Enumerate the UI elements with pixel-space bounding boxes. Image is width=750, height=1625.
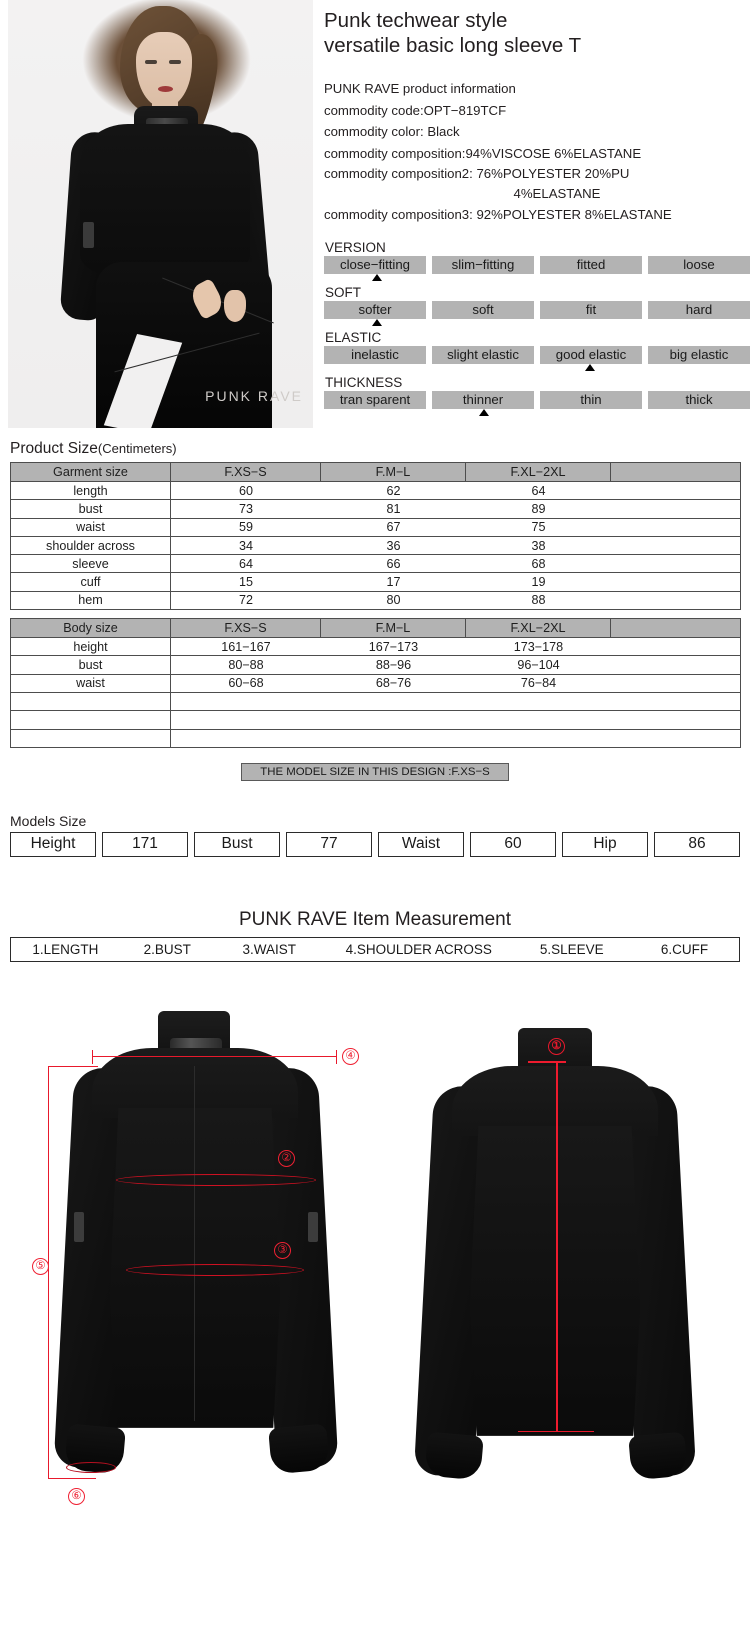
rating-group-version: [324, 240, 750, 284]
table-row: [11, 656, 741, 674]
garment-front-view: [30, 976, 360, 1596]
attribute-rating-groups: [324, 240, 750, 419]
row-label: waist: [11, 674, 171, 692]
back-torso: [468, 1126, 642, 1436]
rating-option[interactable]: inelastic: [324, 346, 426, 364]
table-row: [11, 555, 741, 573]
models-size-table: [4, 832, 746, 857]
row-label: length: [11, 482, 171, 500]
value-cell: 81: [386, 501, 401, 516]
value-cell: 66: [386, 556, 401, 571]
row-values: [171, 674, 741, 692]
rating-selected-marker-row: [324, 364, 750, 374]
length-measure-line: [556, 1061, 558, 1431]
shoulder-measure-tick-left: [92, 1050, 93, 1064]
value-cell: 17: [386, 575, 401, 590]
row-values: [171, 711, 741, 729]
value-cell: 173−178: [513, 639, 564, 654]
value-cell: 68−76: [375, 676, 412, 691]
legend-row: [11, 937, 740, 961]
column-header-filler: [611, 619, 741, 638]
commodity-composition-2-line1: commodity composition2: 76%POLYESTER 20%PU: [324, 166, 630, 181]
rating-options-row: [324, 301, 750, 319]
value-cell: 75: [531, 520, 546, 535]
row-values: [171, 518, 741, 536]
rating-option[interactable]: slight elastic: [432, 346, 534, 364]
value-cell: 64: [238, 556, 253, 571]
table-row: [11, 729, 741, 747]
product-info-column: [320, 0, 750, 420]
length-measure-tick-bottom: [518, 1431, 594, 1432]
sleeve-measure-tick-bottom: [48, 1478, 96, 1479]
rating-option[interactable]: close−fitting: [324, 256, 426, 274]
front-center-seam: [194, 1066, 195, 1421]
rating-group-thickness: [324, 375, 750, 419]
rating-option[interactable]: thinner: [432, 391, 534, 409]
commodity-color: commodity color: Black: [324, 124, 460, 139]
models-size-field-value: 171: [102, 832, 188, 857]
front-sleeve-tab-right: [308, 1212, 318, 1242]
commodity-composition-3: commodity composition3: 92%POLYESTER 8%ELASTANE: [324, 207, 672, 222]
value-cell: 15: [238, 575, 253, 590]
product-info-list: [324, 78, 750, 226]
rating-option[interactable]: loose: [648, 256, 750, 274]
rating-option[interactable]: softer: [324, 301, 426, 319]
marker-4-shoulder-across: ④: [342, 1048, 359, 1065]
models-size-label: Models Size: [10, 812, 87, 829]
commodity-composition-1: commodity composition:94%VISCOSE 6%ELASTANE: [324, 145, 642, 161]
legend-item: 3.WAIST: [215, 937, 324, 961]
value-cell: 59: [238, 520, 253, 535]
legend-item: 6.CUFF: [630, 937, 739, 961]
row-values: [171, 482, 741, 500]
rating-selected-marker-row: [324, 409, 750, 419]
value-cell: 167−173: [368, 639, 419, 654]
rating-group-label: VERSION: [325, 239, 386, 255]
garment-back-view: [400, 976, 700, 1596]
value-cell: 80−88: [228, 658, 264, 673]
commodity-composition-2: [324, 164, 750, 204]
row-values: [171, 536, 741, 554]
value-cell: 64: [531, 483, 546, 498]
commodity-composition-2-line2: 4%ELASTANE: [513, 186, 601, 201]
value-cell: 68: [531, 556, 546, 571]
page-title: [324, 8, 750, 58]
row-values: [171, 591, 741, 609]
rating-option[interactable]: fitted: [540, 256, 642, 274]
marker-2-bust: ②: [278, 1150, 295, 1167]
rating-selected-marker-row: [324, 319, 750, 329]
rating-group-soft: [324, 285, 750, 329]
rating-option[interactable]: good elastic: [540, 346, 642, 364]
value-cell: 60−68: [228, 676, 264, 691]
value-cell: 36: [386, 538, 401, 553]
value-cell: 80: [386, 593, 401, 608]
row-label: waist: [11, 518, 171, 536]
rating-option[interactable]: slim−fitting: [432, 256, 534, 274]
table-row: [11, 638, 741, 656]
column-header: F.M−L: [321, 619, 466, 638]
legend-item: 5.SLEEVE: [513, 937, 630, 961]
column-header: Garment size: [11, 463, 171, 482]
value-cell: 73: [238, 501, 253, 516]
marker-6-cuff: ⑥: [68, 1488, 85, 1505]
models-size-field-name: Waist: [378, 832, 464, 857]
value-cell: 72: [238, 593, 253, 608]
row-label: hem: [11, 591, 171, 609]
model-eye-right: [169, 60, 181, 64]
row-label: [11, 711, 171, 729]
model-hand: [224, 290, 246, 322]
column-header: F.M−L: [321, 463, 466, 482]
product-title-line2: versatile basic long sleeve T: [324, 34, 582, 57]
rating-option[interactable]: tran sparent: [324, 391, 426, 409]
value-cell: 60: [238, 483, 253, 498]
models-size-field-name: Bust: [194, 832, 280, 857]
table-row: [11, 482, 741, 500]
value-cell: 161−167: [221, 639, 271, 654]
front-sleeve-tab-left: [74, 1212, 84, 1242]
rating-option[interactable]: thick: [648, 391, 750, 409]
model-eye-left: [145, 60, 157, 64]
rating-group-label: THICKNESS: [325, 374, 403, 390]
row-values: [171, 573, 741, 591]
garment-size-table: [10, 462, 741, 610]
row-values: [171, 638, 741, 656]
value-cell: 34: [238, 538, 253, 553]
table-header-row: [11, 619, 741, 638]
model-lips: [158, 86, 173, 92]
model-photo: [8, 0, 313, 428]
row-label: height: [11, 638, 171, 656]
row-label: [11, 692, 171, 710]
models-size-field-name: Hip: [562, 832, 648, 857]
column-header: F.XS−S: [171, 463, 321, 482]
model-size-banner: THE MODEL SIZE IN THIS DESIGN :F.XS−S: [241, 763, 508, 781]
rating-option[interactable]: soft: [432, 301, 534, 319]
models-size-field-value: 86: [654, 832, 740, 857]
rating-selected-marker: [372, 319, 382, 326]
rating-group-elastic: [324, 330, 750, 374]
shoulder-measure-tick-right: [336, 1050, 337, 1064]
column-header: F.XL−2XL: [466, 463, 611, 482]
rating-option[interactable]: hard: [648, 301, 750, 319]
row-values: [171, 500, 741, 518]
row-label: bust: [11, 656, 171, 674]
row-values: [171, 656, 741, 674]
table-row: [11, 591, 741, 609]
length-measure-tick-top: [528, 1061, 566, 1063]
product-header-section: [0, 0, 750, 432]
row-label: shoulder across: [11, 536, 171, 554]
rating-group-label: SOFT: [325, 284, 361, 300]
rating-option[interactable]: fit: [540, 301, 642, 319]
models-size-field-value: 77: [286, 832, 372, 857]
value-cell: 96−104: [517, 658, 560, 673]
rating-selected-marker: [585, 364, 595, 371]
front-cuff-right: [268, 1423, 330, 1474]
value-cell: 89: [531, 501, 546, 516]
rating-options-row: [324, 391, 750, 409]
value-cell: 76−84: [520, 676, 557, 691]
garment-torso: [80, 124, 250, 274]
sleeve-detail-tab: [83, 222, 94, 248]
row-label: [11, 729, 171, 747]
product-size-heading-unit: (Centimeters): [97, 441, 177, 456]
column-header-filler: [611, 463, 741, 482]
row-label: bust: [11, 500, 171, 518]
bust-measure-ellipse: [116, 1174, 316, 1186]
brand-heading: PUNK RAVE product information: [324, 81, 516, 96]
table-row: [11, 500, 741, 518]
value-cell: 67: [386, 520, 401, 535]
garment-measurement-diagram: [0, 976, 750, 1596]
marker-1-length: ①: [548, 1038, 565, 1055]
legend-item: 1.LENGTH: [11, 937, 120, 961]
row-label: cuff: [11, 573, 171, 591]
row-values: [171, 692, 741, 710]
row-values: [171, 555, 741, 573]
value-cell: 62: [386, 483, 401, 498]
sleeve-measure-line: [48, 1066, 49, 1478]
measurement-title: PUNK RAVE Item Measurement: [238, 908, 512, 930]
cuff-measure-ellipse: [66, 1462, 116, 1473]
rating-options-row: [324, 256, 750, 274]
commodity-code: commodity code:OPT−819TCF: [324, 102, 507, 118]
front-shoulders: [92, 1048, 298, 1118]
column-header: F.XL−2XL: [466, 619, 611, 638]
photo-watermark: PUNK RAVE: [205, 388, 303, 404]
measurement-legend-table: [10, 937, 740, 962]
sleeve-measure-tick-top: [48, 1066, 98, 1067]
value-cell: 88−96: [375, 658, 412, 673]
marker-3-waist: ③: [274, 1242, 291, 1259]
rating-options-row: [324, 346, 750, 364]
table-row: [11, 674, 741, 692]
model-size-banner-wrap: [0, 762, 750, 781]
table-row: [11, 573, 741, 591]
column-header: F.XS−S: [171, 619, 321, 638]
rating-selected-marker: [372, 274, 382, 281]
value-cell: 19: [531, 575, 546, 590]
table-row: [11, 692, 741, 710]
product-size-heading-main: Product Size: [10, 440, 98, 457]
rating-selected-marker: [479, 409, 489, 416]
models-size-field-name: Height: [10, 832, 96, 857]
shoulder-measure-line: [92, 1056, 336, 1057]
rating-option[interactable]: big elastic: [648, 346, 750, 364]
product-size-heading: [10, 440, 750, 458]
rating-option[interactable]: thin: [540, 391, 642, 409]
column-header: Body size: [11, 619, 171, 638]
back-shoulders: [452, 1066, 658, 1136]
legend-item: 2.BUST: [120, 937, 215, 961]
legend-item: 4.SHOULDER ACROSS: [324, 937, 514, 961]
models-size-field-value: 60: [470, 832, 556, 857]
row-values: [171, 729, 741, 747]
value-cell: 88: [531, 593, 546, 608]
rating-group-label: ELASTIC: [325, 329, 382, 345]
product-title-line1: Punk techwear style: [324, 9, 508, 32]
rating-selected-marker-row: [324, 274, 750, 284]
body-size-table: [10, 618, 741, 748]
marker-5-sleeve: ⑤: [32, 1258, 49, 1275]
table-row: [11, 711, 741, 729]
table-header-row: [11, 463, 741, 482]
row-label: sleeve: [11, 555, 171, 573]
waist-measure-ellipse: [126, 1264, 304, 1276]
table-row: [11, 518, 741, 536]
models-size-row: [10, 832, 740, 857]
value-cell: 38: [531, 538, 546, 553]
table-row: [11, 536, 741, 554]
